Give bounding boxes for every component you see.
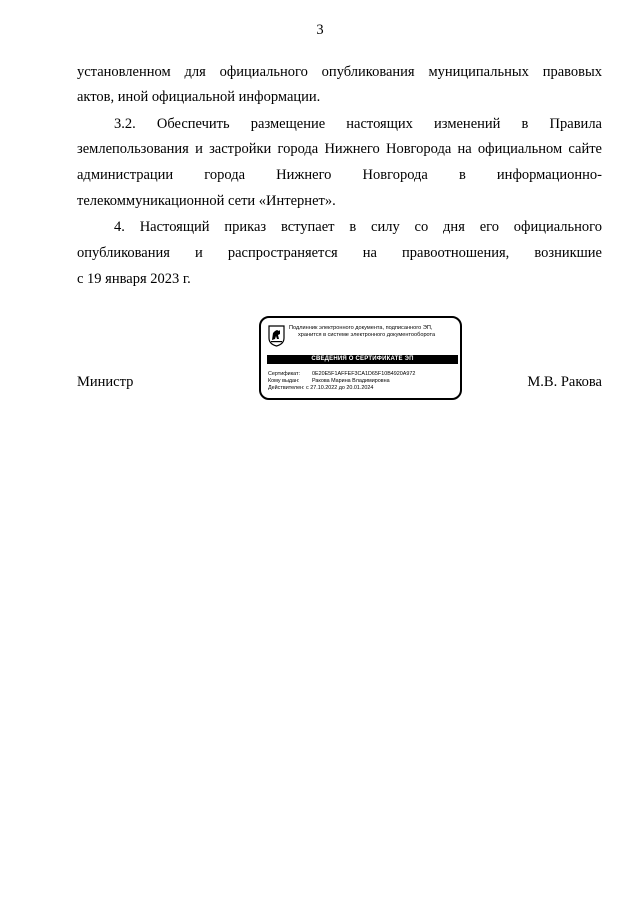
body-line: администрации города Нижнего Новгорода в информационно-	[77, 167, 602, 183]
coat-of-arms-icon	[268, 325, 285, 347]
certificate-label: Сертификат:	[268, 371, 301, 377]
validity-label: Действителен:	[268, 385, 305, 391]
body-line: телекоммуникационной сети «Интернет».	[77, 193, 336, 209]
validity-row	[268, 385, 458, 392]
body-line: установленном для официального опубликования муниципальных правовых	[77, 64, 602, 80]
body-line: актов, иной официальной информации.	[77, 89, 321, 105]
page-number: 3	[316, 22, 324, 38]
stamp-details	[268, 371, 458, 392]
validity-value: с 27.10.2022 до 20.01.2024	[306, 385, 374, 391]
body-line: с 19 января 2023 г.	[77, 271, 191, 287]
stamp-note	[289, 325, 461, 339]
issued-to-label: Кому выдан:	[268, 378, 300, 384]
body-line: опубликования и распространяется на правоотношения, возникшие	[77, 245, 602, 261]
electronic-signature-stamp	[259, 316, 462, 400]
stamp-note-line: хранится в системе электронного документооборота	[298, 332, 436, 338]
signatory-title: Министр	[77, 374, 134, 390]
signatory-name: М.В. Ракова	[527, 374, 602, 390]
body-line: 4. Настоящий приказ вступает в силу со дня его официального	[114, 219, 602, 235]
body-line: землепользования и застройки города Нижнего Новгорода на официальном сайте	[77, 141, 602, 157]
issued-to-row	[268, 378, 458, 385]
stamp-header: СВЕДЕНИЯ О СЕРТИФИКАТЕ ЭП	[267, 355, 458, 364]
issued-to-value: Ракова Марина Владимировна	[312, 378, 390, 384]
stamp-note-line: Подлинник электронного документа, подписанного ЭП,	[289, 325, 433, 331]
body-line: 3.2. Обеспечить размещение настоящих изменений в Правила	[114, 116, 602, 132]
certificate-row	[268, 371, 458, 378]
certificate-value: 0E20E5F1AFFEF3CA1D65F10B4920A972	[312, 371, 416, 377]
